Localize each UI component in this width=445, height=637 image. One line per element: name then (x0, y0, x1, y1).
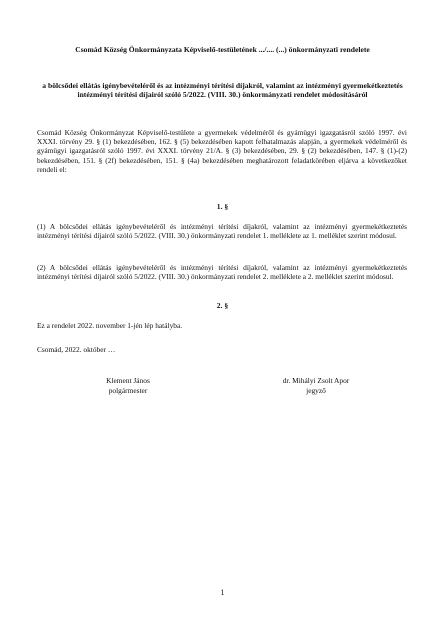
signatory-role: jegyző (306, 385, 326, 395)
page-title: Csomád Község Önkormányzata Képviselő-testületének .../.... (...) önkormányzati rendelete (75, 45, 370, 54)
signature-block-mayor (68, 376, 188, 395)
section-1-heading: 1. § (216, 202, 229, 211)
signatory-role: polgármester (108, 385, 148, 395)
signatory-name: Klement János (106, 376, 150, 385)
section-1-paragraph-2: (2) A bölcsődei ellátás igénybevételéről és intézményi térítési díjakról, valamint az intézményi gyermekétkeztetés intézményi térítési díjairól szóló 5/2022. (VIII. 30.) önkormányzati rendelet 2. melléklete a 2. melléklet szerint módosul. (37, 263, 407, 282)
preamble-paragraph: Csomád Község Önkormányzat Képviselő-testülete a gyermekek védelméről és gyámügyi igazgatásról szóló 1997. évi XXXI. törvény 29. § (1) bekezdésében, 162. § (5) bekezdésében kapott felhatalmazás alapján, a gyermekek védelméről és gyámügyi igazgatásról szóló 1997. évi XXXI. törvény 21/A. § (3) bekezdésében, 29. § (2) bekezdésében, 147. § (1)-(2) bekezdésében, 151. § (2f) bekezdésében, 151. § (4a) bekezdésében meghatározott feladatkörében eljárva a következőket rendeli el: (37, 128, 407, 174)
place-date-text: Csomád, 2022. október … (37, 345, 116, 354)
document-subtitle: a bölcsődei ellátás igénybevételéről és az intézményi térítési díjakról, valamint az intézményi gyermekétkeztetés intézményi térítési díjairól szóló 5/2022. (VIII. 30.) önkormányzati rendelet módosításáról (42, 81, 403, 100)
page-number: 1 (220, 588, 225, 597)
section-2-heading: 2. § (216, 301, 229, 310)
signatory-name: dr. Mihályi Zsolt Apor (282, 376, 350, 385)
signature-block-notary (256, 376, 376, 395)
section-1-paragraph-1: (1) A bölcsődei ellátás igénybevételéről és intézményi térítési díjakról, valamint az intézményi gyermekétkeztetés intézményi térítési díjairól szóló 5/2022. (VIII. 30.) önkormányzati rendelet 1. melléklete az 1. melléklet szerint módosul. (37, 222, 407, 241)
effective-date-text: Ez a rendelet 2022. november 1-jén lép hatályba. (37, 321, 183, 330)
